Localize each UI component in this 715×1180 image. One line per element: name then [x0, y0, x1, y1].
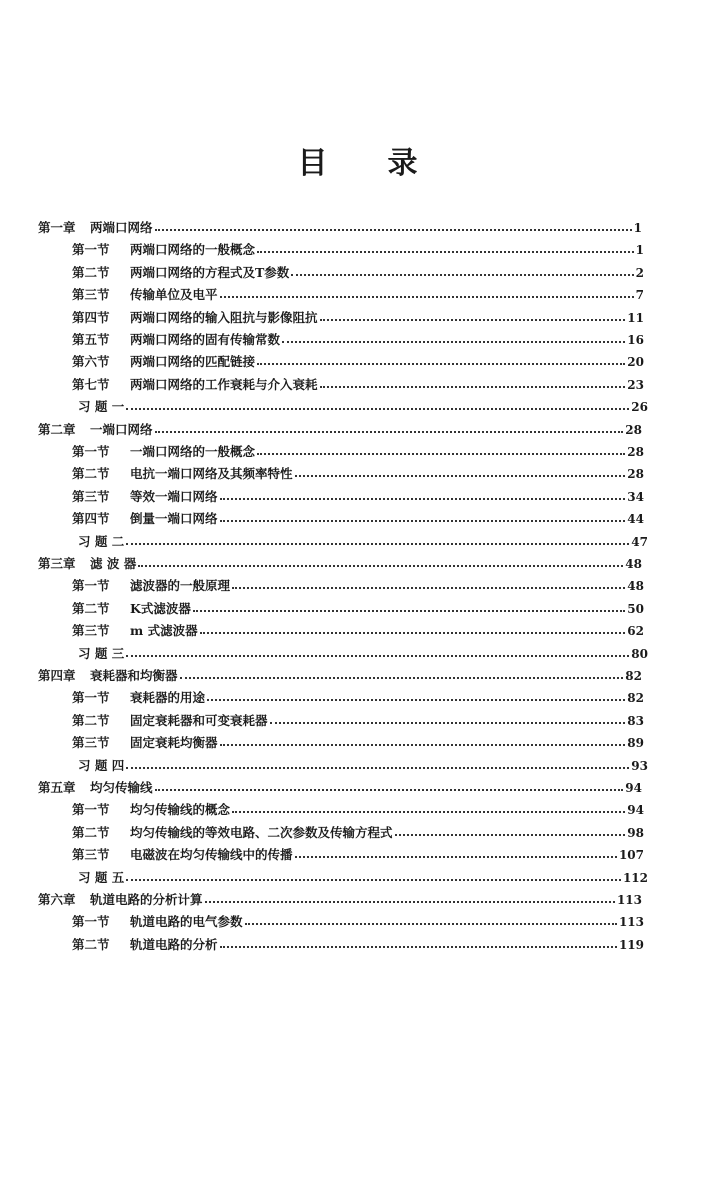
- dot-leader: [257, 363, 625, 365]
- toc-page-number: 89: [627, 736, 644, 751]
- title-char-1: 目: [297, 146, 328, 181]
- toc-section-row: [72, 935, 644, 955]
- toc-page-number: 83: [627, 713, 644, 728]
- toc-entry-title: 滤 波 器: [90, 556, 137, 571]
- toc-entry-label: [72, 845, 293, 865]
- toc-section-row: [72, 442, 644, 462]
- toc-entry-label: [72, 688, 205, 708]
- dot-leader: [126, 767, 629, 769]
- toc-page-number: 82: [625, 669, 642, 683]
- toc-page-number: 28: [627, 445, 644, 459]
- toc-entry-number: 第二节: [72, 466, 110, 482]
- title-char-2: 录: [387, 146, 418, 181]
- toc-entry-title: 两端口网络的一般概念: [130, 242, 256, 258]
- toc-entry-number: 第六章: [38, 892, 76, 907]
- toc-entry-title: 衰耗器的用途: [130, 690, 206, 706]
- toc-entry-number: 第二节: [72, 264, 110, 280]
- toc-entry-title: 两端口网络的匹配链接: [130, 354, 256, 370]
- toc-entry-label: [72, 912, 243, 932]
- toc-entry-label: [72, 733, 218, 753]
- toc-chapter-row: [38, 890, 642, 910]
- toc-entry-title: 习 题 二: [78, 533, 125, 549]
- toc-entry-label: [72, 935, 218, 955]
- toc-entry-label: [78, 756, 124, 776]
- dot-leader: [220, 498, 626, 500]
- toc-page-number: 20: [627, 355, 644, 370]
- dot-leader: [126, 655, 629, 657]
- toc-page-number: 80: [631, 646, 648, 661]
- toc-section-row: [72, 464, 644, 484]
- dot-leader: [295, 475, 626, 477]
- toc-entry-number: 第六节: [72, 354, 110, 370]
- toc-section-row: [72, 800, 644, 820]
- toc-section-row: [72, 308, 644, 328]
- toc-page-number: 47: [631, 534, 648, 549]
- toc-entry-number: 第四章: [38, 668, 76, 683]
- toc-section-row: [72, 599, 644, 619]
- toc-page-number: 26: [631, 400, 648, 415]
- toc-entry-title: 习 题 一: [78, 399, 125, 415]
- toc-entry-label: [72, 285, 218, 305]
- toc-entry-label: [72, 352, 255, 372]
- toc-entry-title: 等效一端口网络: [130, 488, 218, 504]
- dot-leader: [220, 946, 617, 948]
- page-title: [0, 138, 715, 182]
- toc-entry-label: [72, 442, 255, 462]
- dot-leader: [126, 408, 629, 410]
- toc-entry-title: 一端口网络的一般概念: [130, 444, 256, 459]
- toc-page-number: 2: [635, 265, 644, 280]
- toc-chapter-row: [38, 218, 642, 238]
- toc-page-number: 48: [627, 579, 644, 594]
- toc-section-row: [72, 375, 644, 395]
- toc-entry-title: 倒量一端口网络: [130, 511, 218, 527]
- dot-leader: [291, 274, 633, 276]
- toc-chapter-row: [38, 666, 642, 686]
- toc-section-row: [72, 576, 644, 596]
- toc-entry-number: 第三节: [72, 847, 110, 863]
- toc-entry-label: [72, 621, 198, 641]
- dot-leader: [245, 923, 617, 925]
- dot-leader: [257, 251, 634, 253]
- dot-leader: [232, 811, 625, 813]
- toc-entry-label: [38, 554, 136, 574]
- toc-entry-title: 两端口网络的输入阻抗与影像阻抗: [130, 309, 318, 325]
- toc-entry-title: 固定衰耗器和可变衰耗器: [130, 712, 268, 728]
- toc-page-number: 44: [627, 512, 644, 527]
- toc-section-row: [72, 912, 644, 932]
- toc-entry-label: [38, 420, 153, 440]
- dot-leader: [138, 565, 623, 567]
- toc-entry-number: 第二节: [72, 824, 110, 840]
- toc-page-number: 93: [631, 758, 648, 773]
- toc-exercise-row: [78, 532, 648, 552]
- toc-chapter-row: [38, 420, 642, 440]
- toc-page-number: 1: [633, 221, 642, 235]
- dot-leader: [207, 699, 625, 701]
- toc-entry-number: 第二节: [72, 600, 110, 616]
- toc-section-row: [72, 845, 644, 865]
- toc-section-row: [72, 733, 644, 753]
- toc-entry-title: 轨道电路的电气参数: [130, 914, 243, 930]
- toc-page-number: 107: [618, 848, 644, 863]
- toc-entry-label: [72, 711, 268, 731]
- dot-leader: [155, 229, 632, 231]
- dot-leader: [270, 722, 626, 724]
- toc-entry-title: 均匀传输线的等效电路、二次参数及传输方程式: [130, 824, 393, 840]
- toc-page-number: 113: [616, 893, 642, 907]
- toc-entry-number: 第一节: [72, 242, 110, 258]
- toc-section-row: [72, 352, 644, 372]
- toc-page-number: 48: [625, 557, 642, 571]
- toc-entry-title: 滤波器的一般原理: [130, 578, 231, 594]
- toc-entry-label: [72, 464, 293, 484]
- toc-entry-number: 第二节: [72, 712, 110, 728]
- toc-entry-number: 第三节: [72, 623, 110, 639]
- toc-entry-title: 均匀传输线: [90, 780, 153, 795]
- dot-leader: [232, 587, 625, 589]
- toc-entry-label: [72, 599, 191, 619]
- toc-section-row: [72, 509, 644, 529]
- toc-entry-label: [78, 644, 124, 664]
- toc-page-number: 23: [627, 377, 644, 392]
- toc-exercise-row: [78, 868, 648, 888]
- toc-page-number: 113: [618, 915, 644, 930]
- toc-chapter-row: [38, 778, 642, 798]
- dot-leader: [220, 296, 634, 298]
- toc-page-number: 94: [625, 781, 642, 795]
- toc-entry-number: 第一节: [72, 914, 110, 930]
- toc-page-number: 11: [627, 310, 644, 325]
- toc-entry-number: 第一节: [72, 578, 110, 594]
- toc-entry-number: 第三节: [72, 488, 110, 504]
- toc-exercise-row: [78, 644, 648, 664]
- toc-page-number: 119: [618, 937, 644, 952]
- dot-leader: [257, 453, 625, 455]
- toc-section-row: [72, 823, 644, 843]
- toc-entry-title: 两端口网络的方程式及T参数: [130, 264, 290, 280]
- toc-entry-number: 第五章: [38, 780, 76, 795]
- toc-entry-label: [78, 397, 124, 417]
- toc-page-number: 94: [627, 803, 644, 818]
- toc-entry-title: 两端口网络的工作衰耗与介入衰耗: [130, 376, 318, 392]
- toc-entry-label: [72, 800, 230, 820]
- toc-page-number: 7: [635, 288, 644, 303]
- toc-entry-number: 第一节: [72, 690, 110, 706]
- toc-entry-title: 衰耗器和均衡器: [90, 668, 178, 683]
- toc-page-number: 34: [627, 489, 644, 504]
- toc-chapter-row: [38, 554, 642, 574]
- toc-page-number: 50: [627, 601, 644, 616]
- dot-leader: [126, 879, 621, 881]
- toc-entry-number: 第一节: [72, 802, 110, 818]
- toc-section-row: [72, 487, 644, 507]
- toc-entry-title: 电抗一端口网络及其频率特性: [130, 466, 293, 482]
- dot-leader: [395, 834, 626, 836]
- toc-page-number: 98: [627, 825, 644, 840]
- toc-entry-label: [72, 576, 230, 596]
- toc-entry-label: [72, 263, 289, 283]
- toc-entry-label: [78, 868, 124, 888]
- dot-leader: [320, 386, 626, 388]
- toc-entry-title: 电磁波在均匀传输线中的传播: [130, 847, 293, 863]
- toc-entry-number: 第三节: [72, 287, 110, 303]
- toc-entry-number: 第四节: [72, 511, 110, 527]
- toc-section-row: [72, 330, 644, 350]
- toc-entry-label: [72, 823, 393, 843]
- toc-section-row: [72, 285, 644, 305]
- toc-entry-number: 第一节: [72, 444, 110, 459]
- toc-entry-label: [78, 532, 124, 552]
- toc-entry-label: [72, 240, 255, 260]
- dot-leader: [193, 610, 625, 612]
- toc-entry-number: 第七节: [72, 376, 110, 392]
- toc-entry-title: 轨道电路的分析: [130, 936, 218, 952]
- toc-entry-title: 习 题 三: [78, 645, 125, 661]
- toc-entry-number: 第五节: [72, 332, 110, 347]
- dot-leader: [200, 632, 626, 634]
- dot-leader: [205, 901, 615, 903]
- toc-section-row: [72, 240, 644, 260]
- toc-entry-title: 习 题 五: [78, 869, 125, 885]
- toc-exercise-row: [78, 397, 648, 417]
- dot-leader: [220, 520, 626, 522]
- toc-entry-label: [72, 375, 318, 395]
- toc-page-number: 28: [627, 467, 644, 482]
- dot-leader: [282, 341, 625, 343]
- toc-section-row: [72, 711, 644, 731]
- toc-page-number: 62: [627, 624, 644, 639]
- toc-page-number: 28: [625, 422, 642, 437]
- toc-entry-label: [72, 330, 280, 350]
- dot-leader: [320, 319, 626, 321]
- toc-entry-label: [72, 509, 218, 529]
- dot-leader: [180, 677, 624, 679]
- toc-section-row: [72, 263, 644, 283]
- toc-entry-title: 习 题 四: [78, 757, 125, 773]
- dot-leader: [220, 744, 626, 746]
- toc-entry-label: [72, 308, 318, 328]
- toc-entry-label: [72, 487, 218, 507]
- toc-page-number: 112: [622, 870, 648, 885]
- dot-leader: [295, 856, 617, 858]
- toc-entry-title: 两端口网络: [90, 220, 153, 235]
- toc-entry-label: [38, 218, 153, 238]
- toc-entry-number: 第三节: [72, 735, 110, 751]
- toc-entry-number: 第一章: [38, 220, 76, 235]
- toc-entry-title: 两端口网络的固有传输常数: [130, 332, 281, 347]
- toc-entry-title: 均匀传输线的概念: [130, 802, 231, 818]
- toc-page-number: 1: [635, 243, 644, 258]
- toc-entry-title: 一端口网络: [90, 421, 153, 437]
- toc-entry-title: 传输单位及电平: [130, 287, 218, 303]
- toc-exercise-row: [78, 756, 648, 776]
- toc-entry-number: 第二节: [72, 936, 110, 952]
- toc-entry-title: 轨道电路的分析计算: [90, 892, 203, 907]
- toc-entry-title: K式滤波器: [130, 600, 191, 616]
- toc-entry-label: [38, 778, 153, 798]
- toc-section-row: [72, 688, 644, 708]
- toc-section-row: [72, 621, 644, 641]
- toc-entry-number: 第三章: [38, 556, 76, 571]
- toc-page-number: 82: [627, 691, 644, 706]
- dot-leader: [155, 431, 624, 433]
- toc-entry-title: 固定衰耗均衡器: [130, 735, 218, 751]
- toc-entry-number: 第二章: [38, 421, 76, 437]
- toc-entry-number: 第四节: [72, 309, 110, 325]
- toc-entry-title: m 式滤波器: [130, 623, 198, 639]
- toc-page-number: 16: [627, 333, 644, 347]
- dot-leader: [126, 543, 629, 545]
- toc-entry-label: [38, 666, 178, 686]
- dot-leader: [155, 789, 624, 791]
- toc-entry-label: [38, 890, 203, 910]
